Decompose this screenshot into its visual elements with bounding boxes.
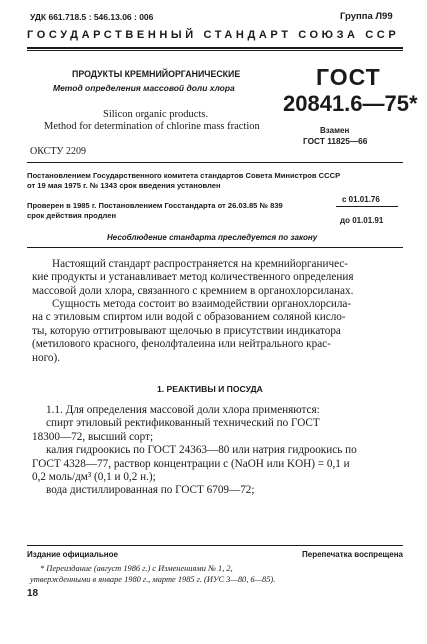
- decree-line2: от 19 мая 1975 г. № 1343 срок введения установлен: [27, 181, 221, 190]
- text-line: Сущность метода состоит во взаимодействии органохлорсила-: [52, 298, 352, 310]
- group-code: Группа Л99: [340, 11, 393, 22]
- standard-title: ГОСУДАРСТВЕННЫЙ СТАНДАРТ СОЮЗА ССР: [27, 29, 400, 41]
- text-line: массовой доли хлора, связанного с кремнием в органохлорсиланах.: [32, 284, 354, 297]
- title-en-line2: Method for determination of chlorine mass fraction: [44, 121, 260, 132]
- gost-number: 20841.6—75*: [283, 91, 418, 116]
- decree-line3: Проверен в 1985 г. Постановлением Госстандарта от 26.03.85 № 839: [27, 201, 283, 210]
- reprint-prohibited-label: Перепечатка воспрещена: [302, 550, 403, 559]
- reissue-note-line1: * Переиздание (август 1986 г.) с Изменениями № 1, 2,: [40, 564, 233, 573]
- official-edition-label: Издание официальное: [27, 550, 118, 559]
- law-notice: Несоблюдение стандарта преследуется по закону: [107, 233, 318, 242]
- text-line: на с этиловым спиртом или водой с образованием соляной кисло-: [32, 311, 346, 324]
- header-rule: [27, 47, 403, 49]
- decree-line1: Постановлением Государственного комитета стандартов Совета Министров СССР: [27, 171, 341, 180]
- text-line: ты, которую оттитровывают щелочью в присутствии индикатора: [32, 324, 341, 337]
- text-line: (метилового красного, фенолфталеина или нейтрального крас-: [32, 338, 331, 351]
- date-divider: [336, 206, 398, 207]
- intro-paragraph-2: [32, 298, 398, 365]
- text-line: Настоящий стандарт распространяется на кремнийорганичес-: [52, 258, 349, 270]
- text-line: 1.1. Для определения массовой доли хлора применяются:: [46, 404, 320, 416]
- effective-date: с 01.01.76: [342, 195, 380, 204]
- title-en-line1: Silicon organic products.: [103, 109, 209, 120]
- okstu-code: ОКСТУ 2209: [30, 146, 87, 157]
- title-rule: [27, 162, 403, 163]
- text-line: вода дистиллированная по ГОСТ 6709—72;: [46, 484, 255, 497]
- section-1-body: [32, 404, 398, 498]
- title-ru-line2: Метод определения массовой доли хлора: [53, 83, 235, 93]
- decree-line4: срок действия продлен: [27, 211, 117, 220]
- extended-date: до 01.01.91: [340, 216, 384, 225]
- decree-rule: [27, 247, 403, 248]
- page-number: 18: [27, 588, 39, 599]
- udk-code: УДК 661.718.5 : 546.13.06 : 006: [30, 12, 154, 22]
- text-line: кие продукты и устанавливает метод количественного определения: [32, 271, 354, 284]
- text-line: спирт этиловый ректификованный технический по ГОСТ: [46, 417, 320, 430]
- gost-label: ГОСТ: [316, 64, 381, 90]
- title-ru-line1: ПРОДУКТЫ КРЕМНИЙОРГАНИЧЕСКИЕ: [72, 69, 241, 79]
- section-1-heading: 1. РЕАКТИВЫ И ПОСУДА: [157, 384, 263, 394]
- intro-paragraph-1: [32, 258, 398, 298]
- footer-rule: [27, 545, 403, 546]
- text-line: ГОСТ 4328—77, раствор концентрации с (NaOH или KOH) = 0,1 и: [32, 457, 350, 470]
- text-line: ного).: [32, 351, 61, 364]
- replaces-label: Взамен: [320, 126, 350, 135]
- text-line: 0,2 моль/дм³ (0,1 и 0,2 н.);: [32, 471, 156, 484]
- reissue-note-line2: утвержденными в январе 1980 г., марте 1985 г. (ИУС 3—80, 6—85).: [30, 575, 276, 584]
- header-rule-thin: [27, 50, 403, 51]
- text-line: калия гидроокись по ГОСТ 24363—80 или натрия гидроокись по: [46, 444, 357, 457]
- replaces-value: ГОСТ 11825—66: [303, 136, 368, 146]
- text-line: 18300—72, высший сорт;: [32, 430, 154, 443]
